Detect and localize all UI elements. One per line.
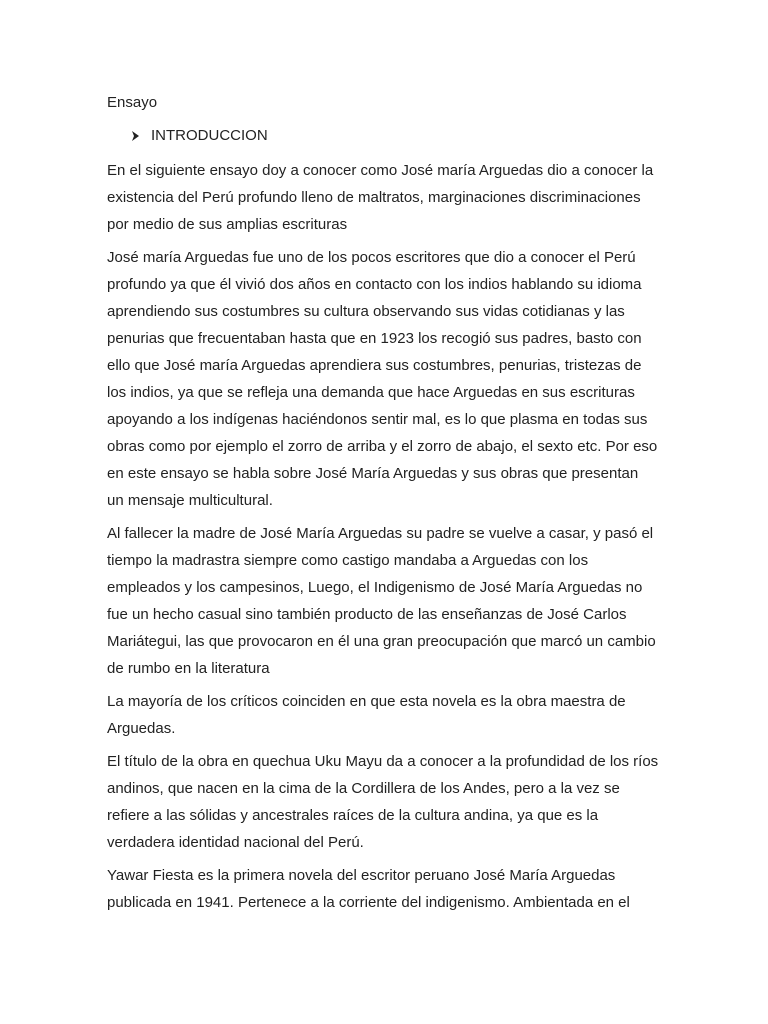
text-line: Arguedas. xyxy=(107,720,176,737)
text-line: aprendiendo sus costumbres su cultura observando sus vidas cotidianas y las xyxy=(107,303,625,320)
text-line: profundo ya que él vivió dos años en contacto con los indios hablando su idioma xyxy=(107,276,642,293)
text-line: En el siguiente ensayo doy a conocer como José maría Arguedas dio a conocer la xyxy=(107,162,654,179)
text-line: José maría Arguedas fue uno de los pocos escritores que dio a conocer el Perú xyxy=(107,249,636,266)
text-line: por medio de sus amplias escrituras xyxy=(107,216,348,233)
paragraph xyxy=(107,688,667,742)
paragraph xyxy=(107,862,667,916)
text-line: apoyando a los indígenas haciéndonos sentir mal, es lo que plasma en todas sus xyxy=(107,411,648,428)
text-line: Al fallecer la madre de José María Arguedas su padre se vuelve a casar, y pasó el xyxy=(107,525,654,542)
paragraph xyxy=(107,244,667,514)
text-line: existencia del Perú profundo lleno de maltratos, marginaciones discriminaciones xyxy=(107,189,641,206)
section-heading xyxy=(129,122,667,149)
text-line: Yawar Fiesta es la primera novela del escritor peruano José María Arguedas xyxy=(107,867,616,884)
text-line: fue un hecho casual sino también producto de las enseñanzas de José Carlos xyxy=(107,606,627,623)
paragraph xyxy=(107,157,667,238)
text-line: un mensaje multicultural. xyxy=(107,492,273,509)
text-line: publicada en 1941. Pertenece a la corriente del indigenismo. Ambientada en el xyxy=(107,894,630,911)
paragraph xyxy=(107,748,667,856)
text-line: ello que José maría Arguedas aprendiera sus costumbres, penurias, tristezas de xyxy=(107,357,642,374)
section-heading-text: INTRODUCCION xyxy=(151,127,268,144)
text-line: La mayoría de los críticos coinciden en que esta novela es la obra maestra de xyxy=(107,693,626,710)
text-line: penurias que frecuentaban hasta que en 1923 los recogió sus padres, basto con xyxy=(107,330,642,347)
document-body xyxy=(107,157,667,916)
paragraph xyxy=(107,520,667,682)
text-line: en este ensayo se habla sobre José María Arguedas y sus obras que presentan xyxy=(107,465,639,482)
text-line: verdadera identidad nacional del Perú. xyxy=(107,834,364,851)
text-line: tiempo la madrastra siempre como castigo mandaba a Arguedas con los xyxy=(107,552,589,569)
text-line: refiere a las sólidas y ancestrales raíces de la cultura andina, ya que es la xyxy=(107,807,599,824)
document-page xyxy=(107,89,667,922)
text-line: Mariátegui, las que provocaron en él una gran preocupación que marcó un cambio xyxy=(107,633,656,650)
text-line: andinos, que nacen en la cima de la Cordillera de los Andes, pero a la vez se xyxy=(107,780,620,797)
text-line: los indios, ya que se refleja una demanda que hace Arguedas en sus escrituras xyxy=(107,384,635,401)
text-line: El título de la obra en quechua Uku Mayu da a conocer a la profundidad de los ríos xyxy=(107,753,659,770)
arrow-bullet-icon xyxy=(129,129,143,143)
text-line: de rumbo en la literatura xyxy=(107,660,270,677)
text-line: empleados y los campesinos, Luego, el Indigenismo de José María Arguedas no xyxy=(107,579,643,596)
text-line: obras como por ejemplo el zorro de arriba y el zorro de abajo, el sexto etc. Por eso xyxy=(107,438,658,455)
document-title: Ensayo xyxy=(107,94,158,111)
